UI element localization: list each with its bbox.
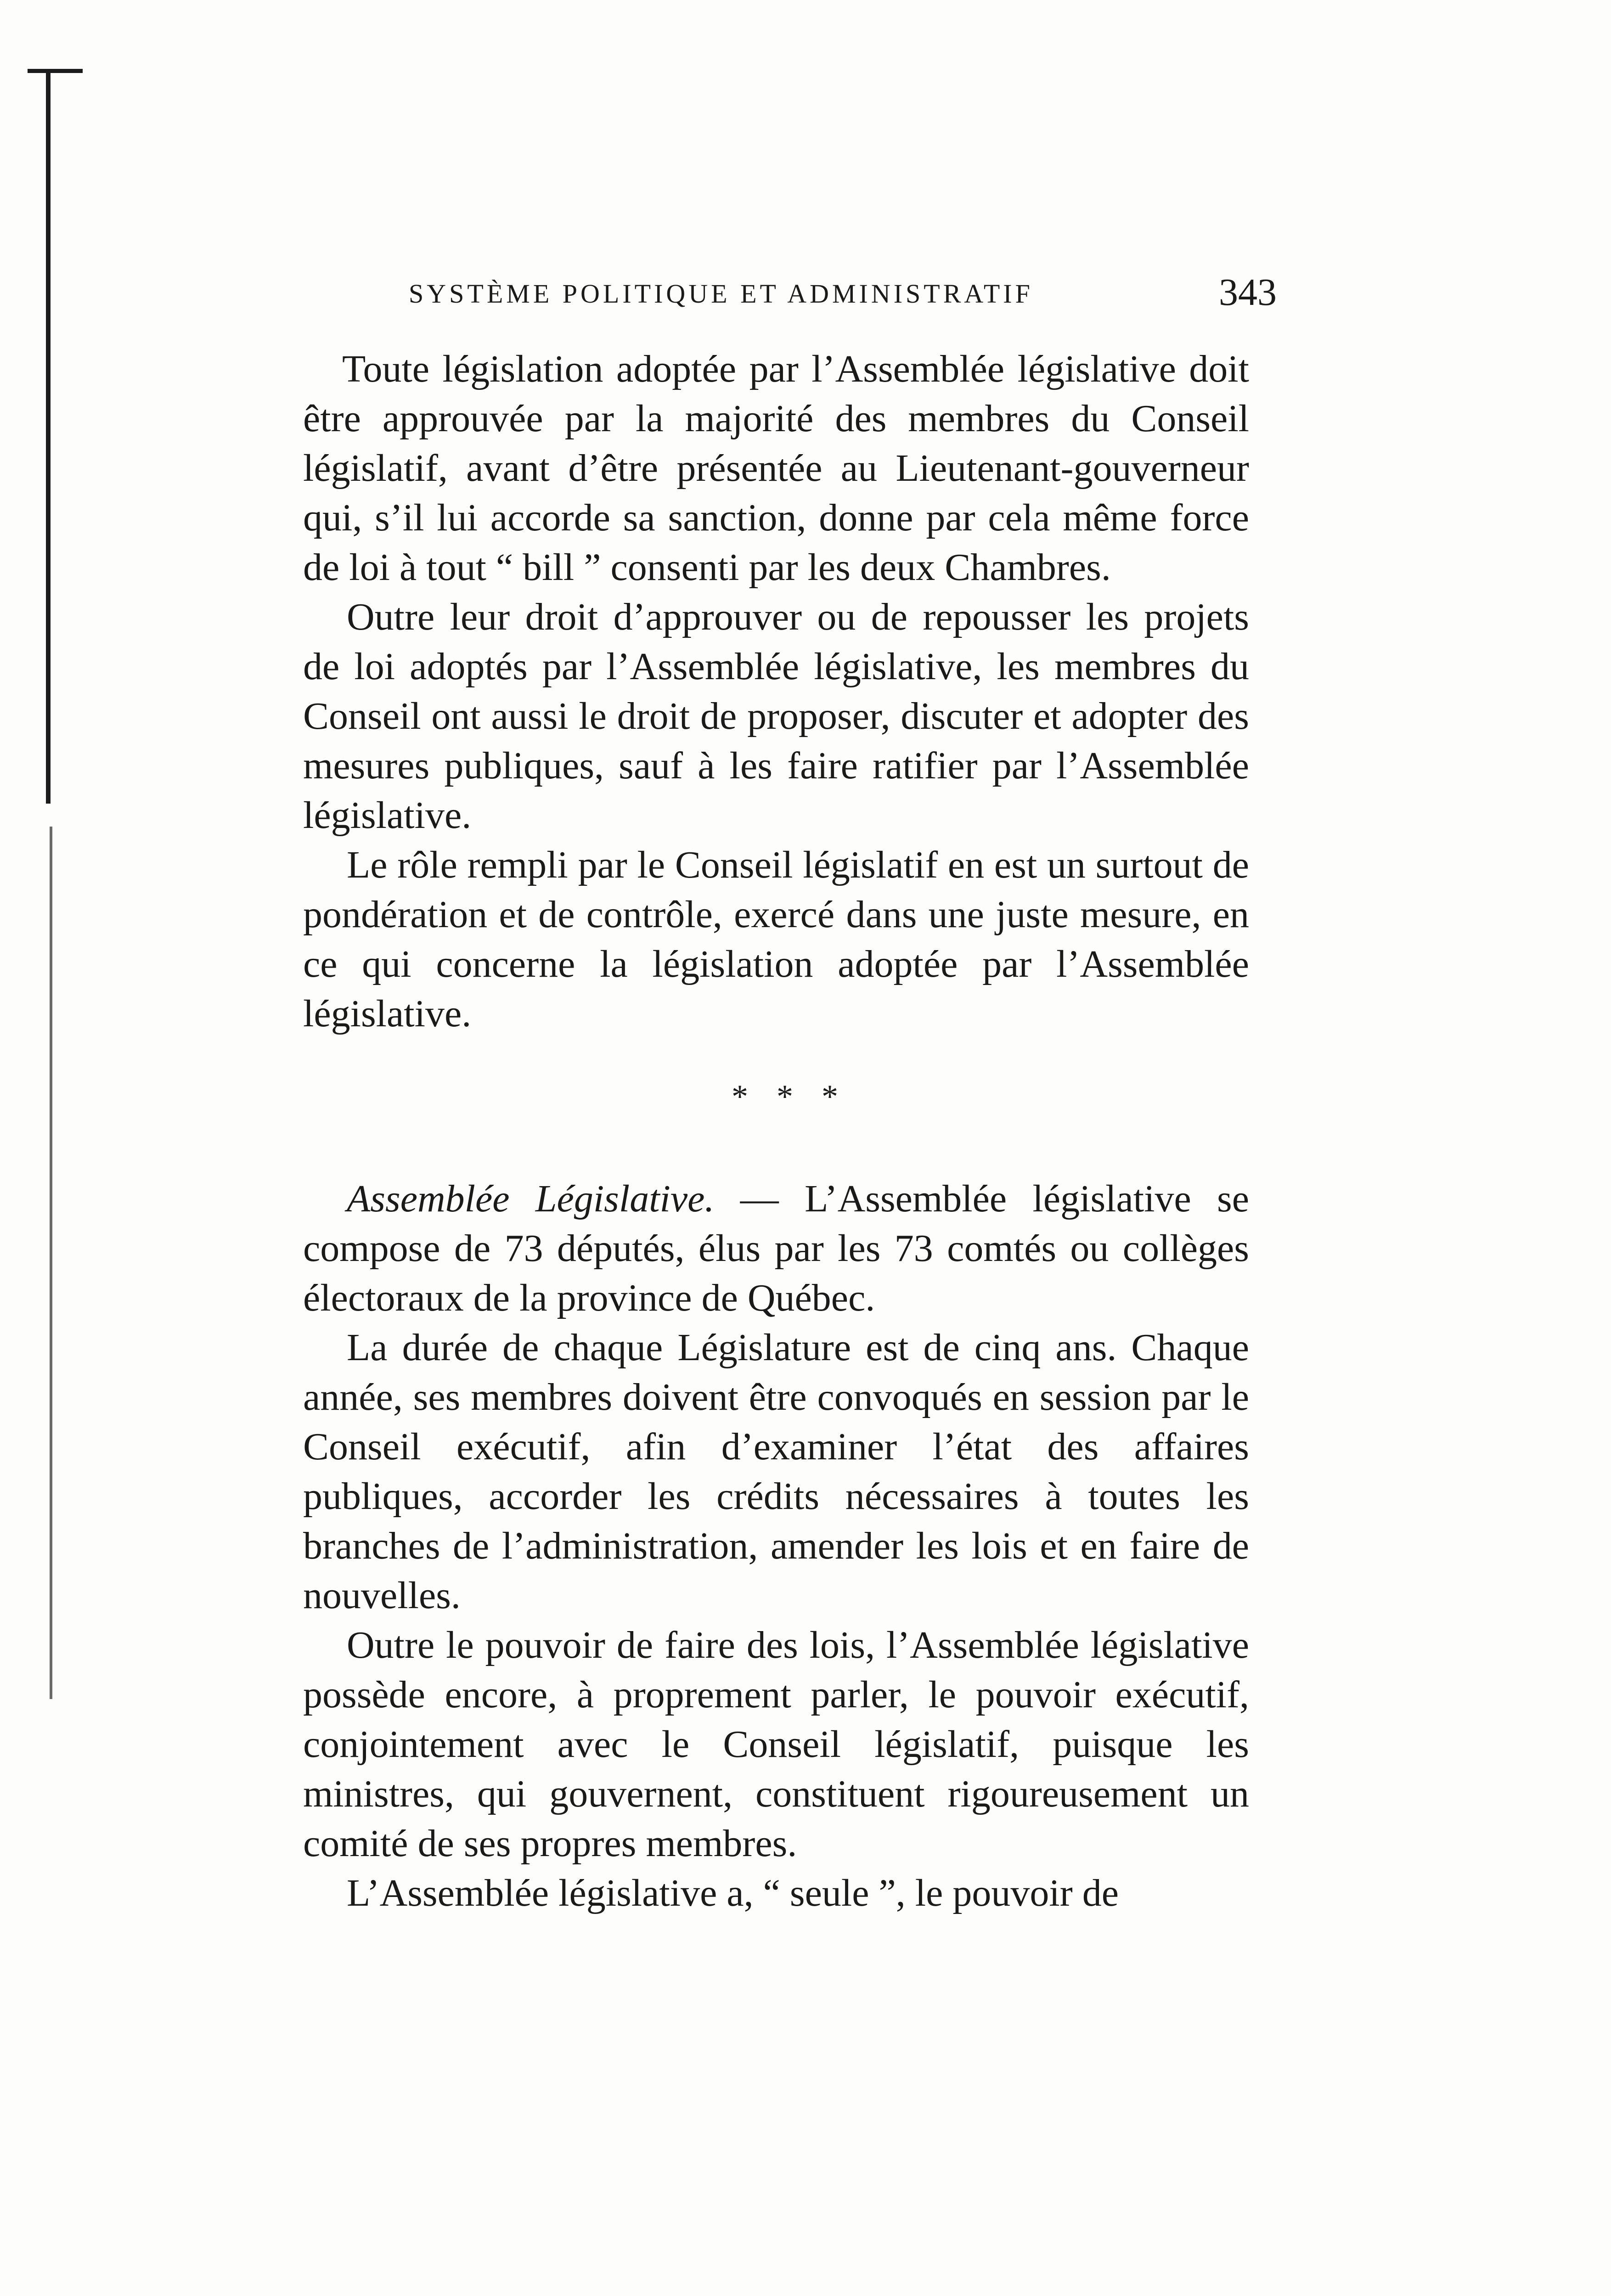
paragraph: Outre le pouvoir de faire des lois, l’Assemblée législative possède encore, à proprement parler, le pouvoir exécutif, conjointement avec le Conseil législatif, puisque les ministres, qui gouvernent, constituent rigoureusement un comité de ses propres membres. (303, 1624, 1249, 1865)
paragraph: L’Assemblée législative a, “ seule ”, le pouvoir de (347, 1872, 1119, 1914)
section-title: Assemblée Législative. (347, 1177, 715, 1220)
paragraph: Outre leur droit d’approuver ou de repousser les projets de loi adoptés par l’Assemblée législative, les membres du Conseil ont aussi le droit de proposer, discuter et adopter des mesures publiques, sauf à les faire ratifier par l’Assemblée législative. (303, 596, 1249, 837)
paragraph: Toute législation adoptée par l’Assemblée législative doit être approuvée par la majorité des membres du Conseil législatif, avant d’être présentée au Lieutenant-gouverneur qui, s’il lui accorde sa sanction, donne par cela même force de loi à tout “ bill ” consenti par les deux Chambres. (303, 348, 1249, 589)
paragraph: La durée de chaque Législature est de cinq ans. Chaque année, ses membres doivent être convoqués en session par le Conseil exécutif, afin d’examiner l’état des affaires publiques, accorder les crédits nécessaires à toutes les branches de l’administration, amender les lois et en faire de nouvelles. (303, 1326, 1249, 1617)
section-intro-text: L’Assemblée législative se compose de 73 députés, élus par les 73 comtés ou collèges électoraux de la province de Québec. (303, 1177, 1250, 1319)
section-intro-paragraph (303, 1174, 1249, 1323)
binding-edge-line (46, 69, 51, 804)
running-title: SYSTÈME POLITIQUE ET ADMINISTRATIF (409, 279, 1033, 309)
page-number: 343 (1219, 271, 1277, 314)
binding-edge-shadow (50, 827, 52, 1699)
binding-edge-mark (28, 69, 83, 73)
title-dash: — (714, 1177, 805, 1220)
body-text (303, 344, 1249, 1918)
running-header (409, 264, 1277, 315)
paragraph: Le rôle rempli par le Conseil législatif en est un surtout de pondération et de contrôle, exercé dans une juste mesure, en ce qui concerne la législation adoptée par l’Assemblée législative. (303, 844, 1249, 1035)
section-separator: * * * (732, 1078, 848, 1115)
